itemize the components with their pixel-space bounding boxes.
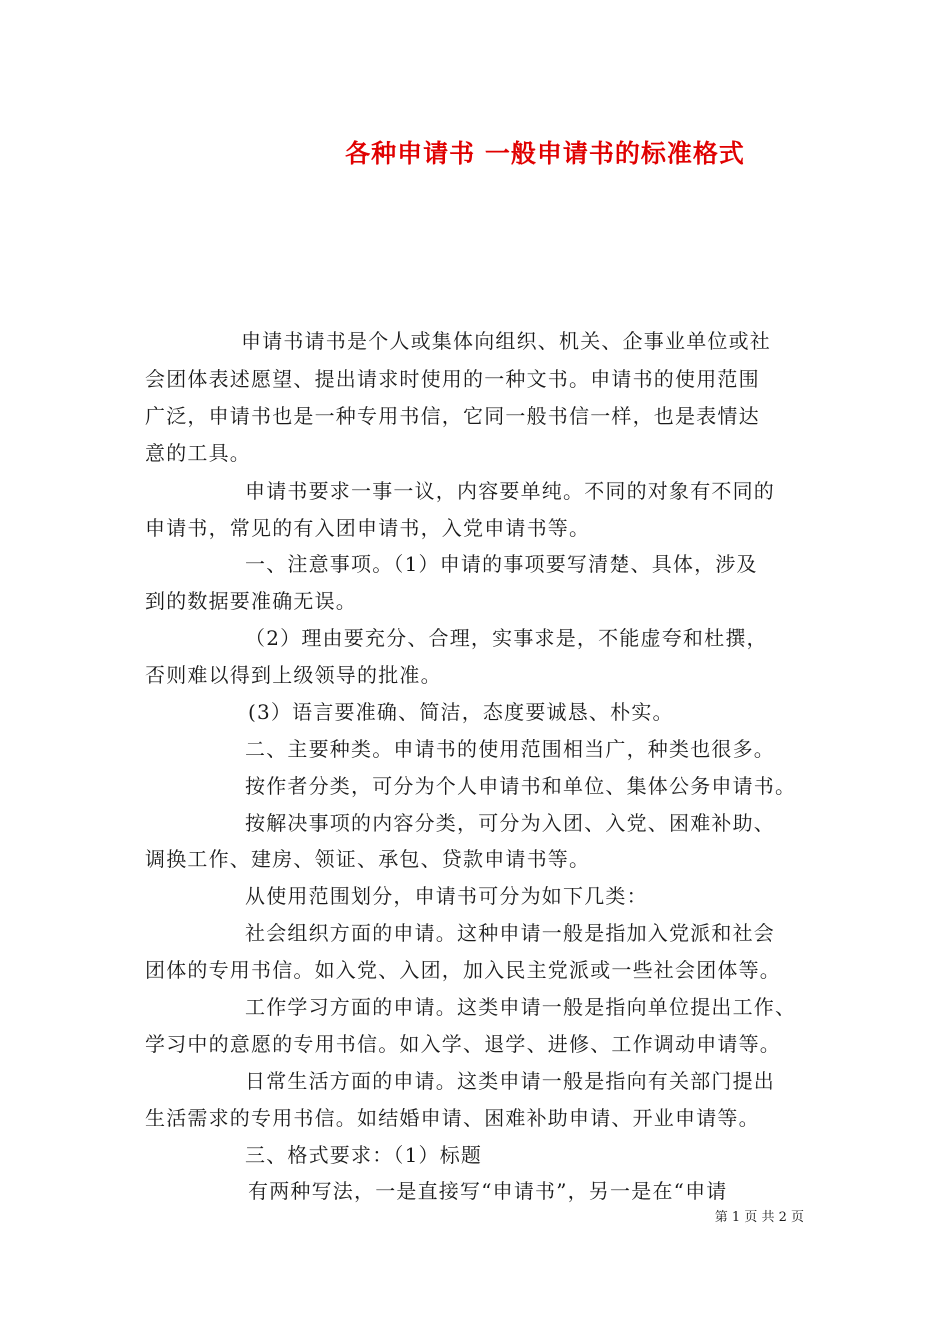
paragraph-line: 团体的专用书信。如入党、入团，加入民主党派或一些社会团体等。 <box>145 958 781 982</box>
document-title: 各种申请书 一般申请书的标准格式 <box>345 139 745 168</box>
paragraph-line: 工作学习方面的申请。这类申请一般是指向单位提出工作、 <box>245 995 797 1019</box>
paragraph-line: 学习中的意愿的专用书信。如入学、退学、进修、工作调动申请等。 <box>145 1032 781 1056</box>
paragraph-line: 二、主要种类。申请书的使用范围相当广，种类也很多。 <box>245 737 775 761</box>
paragraph-line: 按解决事项的内容分类，可分为入团、入党、困难补助、 <box>245 811 775 835</box>
paragraph-line: 从使用范围划分，申请书可分为如下几类： <box>245 884 648 908</box>
paragraph-line: (3）语言要准确、简洁，态度要诚恳、朴实。 <box>248 700 674 724</box>
paragraph-line: 三、格式要求：（1）标题 <box>245 1143 483 1167</box>
paragraph-line: 有两种写法，一是直接写“申请书”，另一是在“申请 <box>248 1179 728 1203</box>
paragraph-line: 日常生活方面的申请。这类申请一般是指向有关部门提出 <box>245 1069 775 1093</box>
paragraph-line: 按作者分类，可分为个人申请书和单位、集体公务申请书。 <box>245 774 797 798</box>
paragraph-line: 会团体表述愿望、提出请求时使用的一种文书。申请书的使用范围 <box>145 367 760 391</box>
paragraph-line: 否则难以得到上级领导的批准。 <box>145 663 442 687</box>
paragraph-line: 社会组织方面的申请。这种申请一般是指加入党派和社会 <box>245 921 775 945</box>
paragraph-line: 申请书，常见的有入团申请书，入党申请书等。 <box>145 516 591 540</box>
paragraph-line: 申请书请书是个人或集体向组织、机关、企事业单位或社 <box>241 329 771 353</box>
paragraph-line: 一、注意事项。（1）申请的事项要写清楚、具体，涉及 <box>245 552 758 576</box>
paragraph-line: 申请书要求一事一议，内容要单纯。不同的对象有不同的 <box>245 479 775 503</box>
paragraph-line: 意的工具。 <box>145 441 251 465</box>
page-number-footer: 第 1 页 共 2 页 <box>714 1210 804 1225</box>
paragraph-line: 到的数据要准确无误。 <box>145 589 357 613</box>
paragraph-line: 生活需求的专用书信。如结婚申请、困难补助申请、开业申请等。 <box>145 1106 760 1130</box>
paragraph-line: 调换工作、建房、领证、承包、贷款申请书等。 <box>145 847 591 871</box>
paragraph-line: （2）理由要充分、合理，实事求是，不能虚夸和杜撰， <box>245 626 768 650</box>
paragraph-line: 广泛，申请书也是一种专用书信，它同一般书信一样，也是表情达 <box>145 404 760 428</box>
